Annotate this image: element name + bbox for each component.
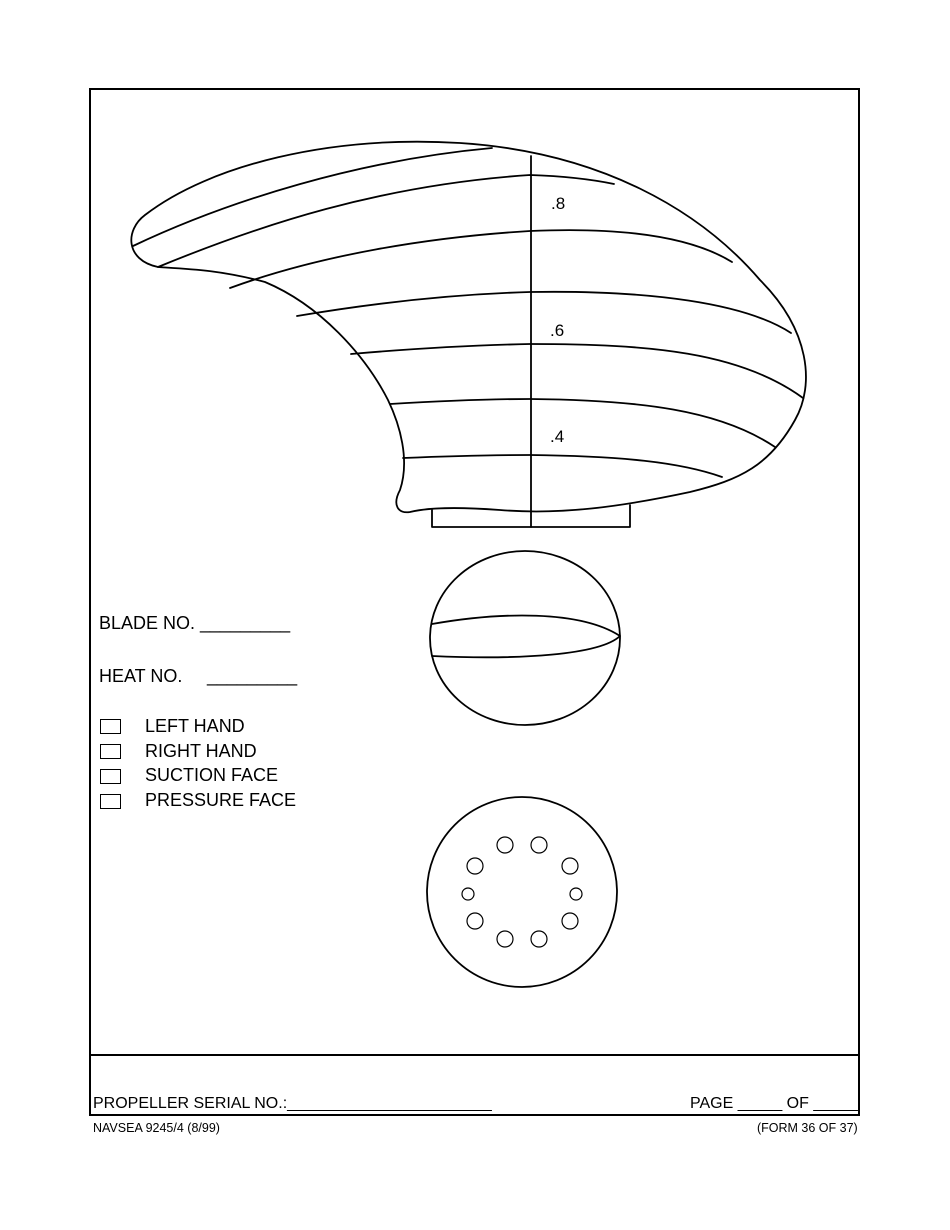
propeller-serial-field[interactable]: PROPELLER SERIAL NO.:_______________________ bbox=[93, 1095, 492, 1112]
hub-flange-circle bbox=[427, 797, 617, 987]
left-hand-label: LEFT HAND bbox=[145, 716, 245, 736]
page-of-field[interactable]: PAGE _____ OF _____ bbox=[690, 1095, 858, 1112]
right-hand-checkbox[interactable] bbox=[100, 744, 121, 759]
right-hand-label: RIGHT HAND bbox=[145, 741, 257, 761]
section-line bbox=[390, 399, 775, 447]
pressure-face-checkbox[interactable] bbox=[100, 794, 121, 809]
bolt-hole bbox=[562, 913, 578, 929]
bolt-hole bbox=[531, 931, 547, 947]
bolt-hole bbox=[467, 858, 483, 874]
blade-no-field[interactable]: BLADE NO. _________ bbox=[99, 613, 291, 633]
section-line bbox=[158, 175, 614, 267]
station-label: .8 bbox=[551, 194, 566, 213]
airfoil-section bbox=[432, 615, 620, 657]
suction-face-label: SUCTION FACE bbox=[145, 765, 279, 785]
section-line bbox=[133, 148, 492, 246]
bolt-hole bbox=[570, 888, 582, 900]
bolt-hole bbox=[497, 931, 513, 947]
bolt-hole bbox=[531, 837, 547, 853]
left-hand-checkbox[interactable] bbox=[100, 719, 121, 734]
bolt-hole bbox=[562, 858, 578, 874]
heat-no-label: HEAT NO. bbox=[99, 666, 183, 686]
blade-outline bbox=[131, 142, 806, 513]
bolt-hole bbox=[497, 837, 513, 853]
bolt-hole bbox=[462, 888, 474, 900]
section-line bbox=[351, 344, 803, 398]
section-view-circle bbox=[430, 551, 620, 725]
section-line bbox=[230, 230, 732, 288]
station-label: .4 bbox=[550, 427, 565, 446]
form-count: (FORM 36 OF 37) bbox=[757, 1121, 858, 1135]
bolt-hole bbox=[467, 913, 483, 929]
form-number: NAVSEA 9245/4 (8/99) bbox=[93, 1121, 220, 1135]
station-label: .6 bbox=[550, 321, 565, 340]
section-line bbox=[403, 455, 722, 477]
suction-face-checkbox[interactable] bbox=[100, 769, 121, 784]
heat-no-field[interactable]: _________ bbox=[207, 666, 298, 686]
pressure-face-label: PRESSURE FACE bbox=[145, 790, 297, 810]
section-line bbox=[297, 292, 791, 333]
